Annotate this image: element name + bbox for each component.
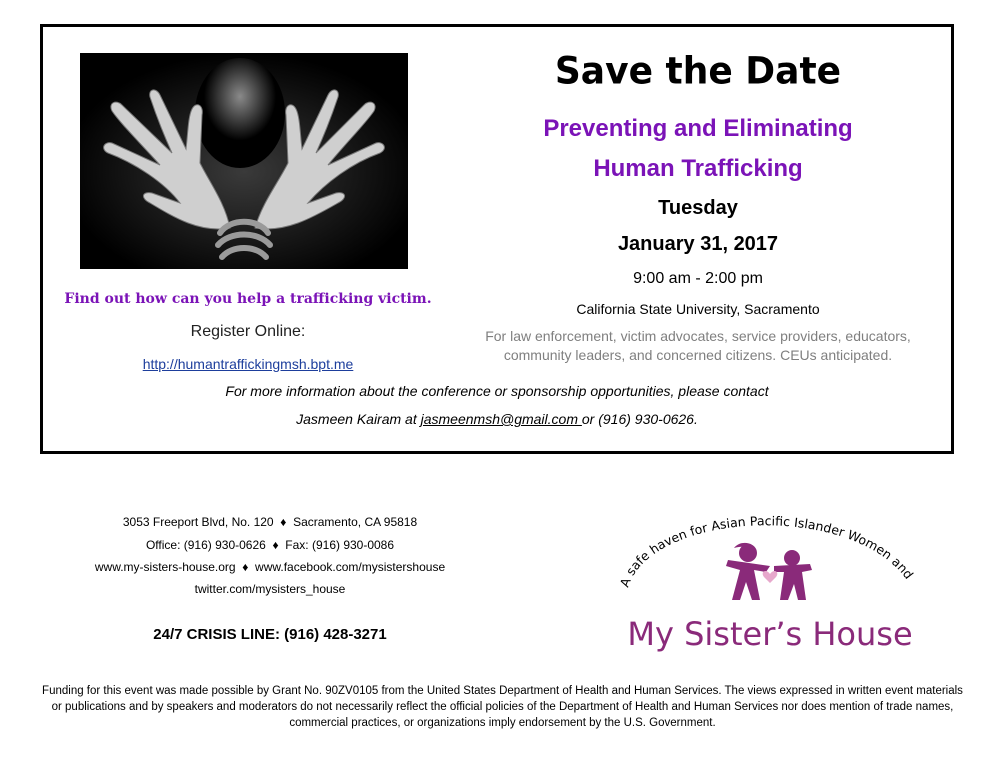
address-line [60,515,480,529]
street-address: 3053 Freeport Blvd, No. 120 [122,515,274,529]
event-subtitle-line2: Human Trafficking [593,155,803,182]
logo-tagline: A safe haven for Asian Pacific Islander Women and [616,513,917,589]
event-day: Tuesday [658,197,738,219]
contact-line [43,411,951,427]
facebook-link[interactable]: www.facebook.com/mysistershouse [255,560,446,574]
fax-number: Fax: (916) 930-0086 [285,538,395,552]
contact-suffix: or (916) 930-0626. [581,411,698,427]
event-venue: California State University, Sacramento [576,301,820,317]
contact-prefix: Jasmeen Kairam at [296,411,421,427]
event-date: January 31, 2017 [617,233,779,255]
save-the-date-flyer [40,24,954,454]
bullet-separator: ♦ [280,515,287,529]
register-label: Register Online: [190,323,306,340]
sisters-figures-icon [726,543,812,600]
more-info-text: For more information about the conference or sponsorship opportunities, please contact [225,383,769,399]
help-victim-text: Find out how can you help a trafficking victim. [64,291,432,307]
heart-icon [763,571,778,583]
bullet-separator: ♦ [242,560,249,574]
logo-name: My Sister’s House [627,615,913,653]
event-audience: For law enforcement, victim advocates, service providers, educators, community leaders, and concerned citizens. CEUs anticipated. [485,328,911,363]
event-time: 9:00 am - 2:00 pm [633,270,763,287]
office-phone: Office: (916) 930-0626 [145,538,266,552]
twitter-link[interactable]: twitter.com/mysisters_house [194,582,346,596]
website-link[interactable]: www.my-sisters-house.org [94,560,236,574]
bullet-separator: ♦ [272,538,279,552]
web-line [60,560,480,574]
my-sisters-house-logo [610,500,930,660]
funding-disclaimer: Funding for this event was made possible by Grant No. 90ZV0105 from the United States Department of Health and Human Services. The views expressed in written event materials or publications and by speakers and moderators do not necessarily reflect the official policies of the Department of Health and Human Services nor does mention of trade names, commercial practices, or organizations imply endorsement by the U.S. Government. [42,685,963,729]
register-link[interactable]: http://humantraffickingmsh.bpt.me [142,356,354,372]
phone-line [60,538,480,552]
hands-bound-photo [80,53,408,269]
crisis-line: 24/7 CRISIS LINE: (916) 428-3271 [153,626,387,643]
page-title: Save the Date [554,49,842,94]
contact-email-link[interactable]: jasmeenmsh@gmail.com [420,411,582,427]
event-subtitle-line1: Preventing and Eliminating [543,115,853,142]
city-state-zip: Sacramento, CA 95818 [293,515,418,529]
